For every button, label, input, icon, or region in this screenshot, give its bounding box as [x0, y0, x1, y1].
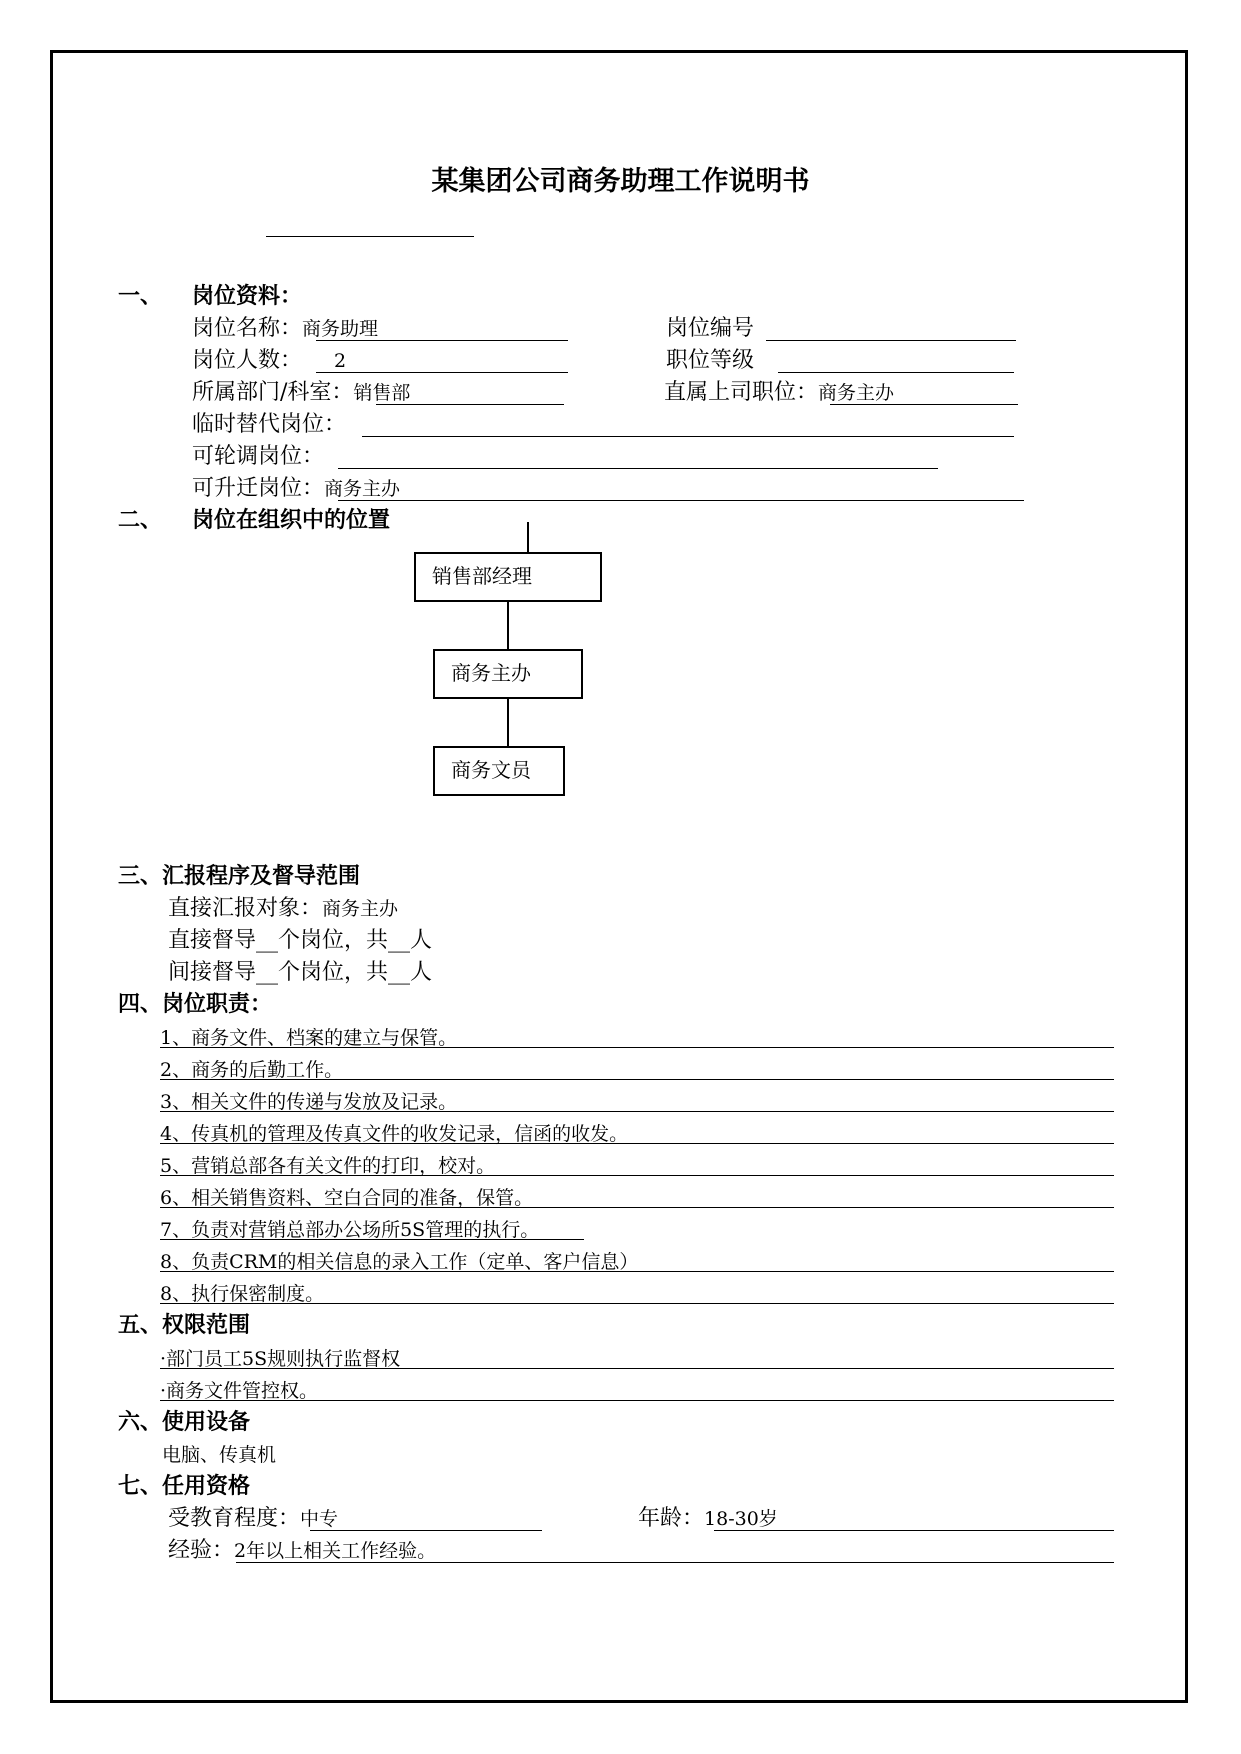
experience-label: 经验：	[168, 1538, 235, 1563]
duty-item: 8、负责CRM的相关信息的录入工作（定单、客户信息）	[160, 1251, 639, 1273]
section-2-title: 岗位在组织中的位置	[192, 508, 391, 533]
section-4-heading: 四、岗位职责：	[118, 992, 273, 1017]
rotate-underline	[338, 468, 938, 469]
org-connector-2	[507, 699, 509, 747]
authority-item: ·商务文件管控权。	[160, 1380, 319, 1402]
promote-value: 商务主办	[324, 478, 401, 500]
temp-field	[192, 410, 346, 440]
org-box-sales-manager: 销售部经理	[414, 552, 602, 602]
duty-underline	[160, 1111, 1114, 1112]
rotate-label: 可轮调岗位：	[192, 444, 325, 469]
age-value: 18-30岁	[704, 1508, 778, 1530]
section-1-number: 一、	[118, 284, 163, 309]
report-label: 直接汇报对象：	[168, 896, 323, 921]
org-connector-top	[527, 522, 529, 554]
age-underline	[714, 1530, 1114, 1531]
direct-supervision: 直接督导__个岗位，共__人	[168, 928, 433, 953]
title-underline	[266, 236, 474, 237]
authority-item: ·部门员工5S规则执行监督权	[160, 1348, 401, 1370]
grade-underline	[778, 372, 1014, 373]
temp-label: 临时替代岗位：	[192, 412, 347, 437]
duty-underline	[160, 1047, 1114, 1048]
report-field	[168, 894, 398, 924]
education-value: 中专	[300, 1508, 339, 1530]
duty-item: 2、商务的后勤工作。	[160, 1059, 344, 1081]
duty-underline	[160, 1207, 1114, 1208]
duty-underline	[160, 1143, 1114, 1144]
duty-item: 7、负责对营销总部办公场所5S管理的执行。	[160, 1219, 540, 1241]
duty-item: 6、相关销售资料、空白合同的准备，保管。	[160, 1187, 534, 1209]
superior-underline	[830, 404, 1018, 405]
duty-underline	[160, 1079, 1114, 1080]
rotate-field	[192, 442, 324, 472]
promote-label: 可升迁岗位：	[192, 476, 325, 501]
grade-label: 职位等级	[666, 348, 755, 373]
job-code-underline	[766, 340, 1016, 341]
experience-value: 2年以上相关工作经验。	[234, 1540, 437, 1562]
document-title: 某集团公司商务助理工作说明书	[431, 166, 810, 197]
duty-underline	[160, 1239, 584, 1240]
indirect-supervision: 间接督导__个岗位，共__人	[168, 960, 433, 985]
dept-value: 销售部	[353, 382, 411, 404]
section-2-number: 二、	[118, 508, 163, 533]
authority-underline	[160, 1368, 1114, 1369]
section-6-heading: 六、使用设备	[118, 1410, 251, 1435]
age-label: 年龄：	[638, 1506, 705, 1531]
temp-underline	[362, 436, 1014, 437]
org-box-business-clerk: 商务文员	[433, 746, 565, 796]
section-2-heading	[118, 506, 390, 536]
dept-underline	[376, 404, 564, 405]
section-3-heading: 三、汇报程序及督导范围	[118, 864, 361, 889]
promote-underline	[338, 500, 1024, 501]
job-code-label: 岗位编号	[666, 316, 755, 341]
org-connector-1	[507, 602, 509, 650]
duty-item: 4、传真机的管理及传真文件的收发记录，信函的收发。	[160, 1123, 629, 1145]
duty-underline	[160, 1175, 1114, 1176]
org-box-business-lead: 商务主办	[433, 649, 583, 699]
dept-label: 所属部门/科室：	[192, 380, 354, 405]
education-label: 受教育程度：	[168, 1506, 301, 1531]
section-1-title: 岗位资料：	[192, 284, 303, 309]
equipment-text: 电脑、传真机	[162, 1444, 277, 1466]
section-1-heading	[118, 282, 302, 312]
report-value: 商务主办	[322, 898, 399, 920]
job-code-field	[666, 314, 754, 344]
headcount-underline	[316, 372, 568, 373]
authority-underline	[160, 1400, 1114, 1401]
section-7-heading: 七、任用资格	[118, 1474, 251, 1499]
headcount-label: 岗位人数：	[192, 348, 303, 373]
duty-underline	[160, 1303, 1114, 1304]
education-underline	[310, 1530, 542, 1531]
headcount-value: 2	[334, 350, 347, 372]
job-name-label: 岗位名称：	[192, 316, 303, 341]
duty-item: 8、执行保密制度。	[160, 1283, 325, 1305]
job-name-underline	[316, 340, 568, 341]
experience-underline	[236, 1562, 1114, 1563]
superior-value: 商务主办	[818, 382, 895, 404]
superior-label: 直属上司职位：	[664, 380, 819, 405]
grade-field	[666, 346, 754, 376]
job-name-value: 商务助理	[302, 318, 379, 340]
duty-item: 3、相关文件的传递与发放及记录。	[160, 1091, 458, 1113]
section-5-heading: 五、权限范围	[118, 1313, 251, 1338]
duty-item: 1、商务文件、档案的建立与保管。	[160, 1027, 458, 1049]
duty-item: 5、营销总部各有关文件的打印，校对。	[160, 1155, 496, 1177]
duty-underline	[160, 1271, 1114, 1272]
